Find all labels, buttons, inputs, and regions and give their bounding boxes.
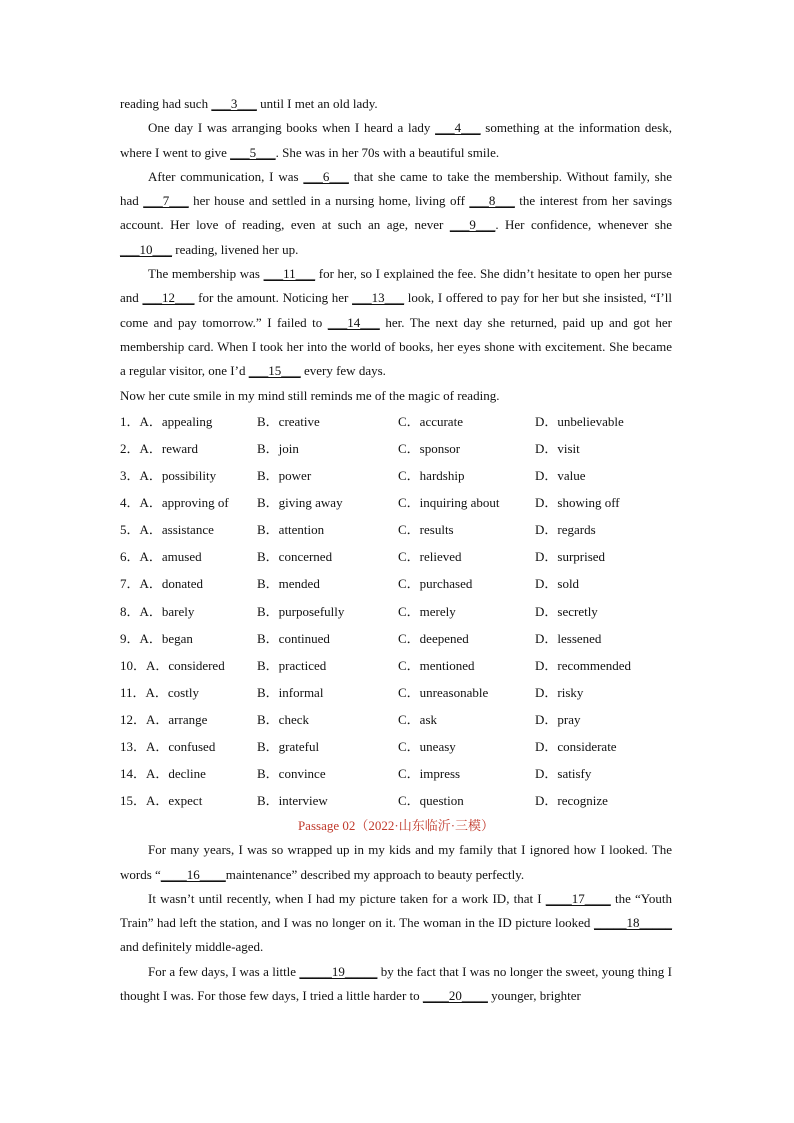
option-c: C．ask: [398, 711, 438, 727]
option-row: [120, 760, 672, 787]
option-a: 13．A．confused: [120, 738, 216, 754]
option-row: [120, 543, 672, 570]
option-c: C．unreasonable: [398, 684, 489, 700]
option-a: 14．A．decline: [120, 766, 206, 782]
answer-blank: ___4___: [435, 120, 481, 136]
option-row: [120, 625, 672, 652]
option-b: B．creative: [257, 413, 320, 429]
option-d: D．visit: [535, 440, 580, 456]
paragraph-text: by the fact that I was no longer the sweet, young thing I thought I was. For those few days, I tried a little harder to: [120, 963, 672, 1004]
option-b: B．grateful: [257, 738, 320, 754]
paragraph-text: One day I was arranging books when I heard a lady: [148, 120, 436, 136]
option-row: [120, 489, 672, 516]
option-b: B．informal: [257, 684, 324, 700]
option-d: D．pray: [535, 711, 581, 727]
option-b: B．mended: [257, 576, 320, 592]
answer-blank: ___5___: [230, 144, 276, 160]
option-b: B．concerned: [257, 549, 333, 565]
paragraph-text: younger, brighter: [487, 988, 581, 1004]
option-row: [120, 570, 672, 597]
option-c: C．mentioned: [398, 657, 475, 673]
answer-blank: ___10___: [120, 241, 172, 257]
option-b: B．continued: [257, 630, 330, 646]
option-row: [120, 408, 672, 435]
passage1-paragraph-3: [120, 262, 672, 383]
option-d: D．surprised: [535, 549, 606, 565]
answer-blank: ___9___: [449, 217, 496, 233]
paragraph-text: For many years, I was so wrapped up in my kids and my family that I ignored how I looked. The words “: [120, 842, 672, 882]
option-d: D．unbelievable: [535, 413, 624, 429]
option-c: C．accurate: [398, 413, 463, 429]
option-c: C．merely: [398, 603, 456, 619]
answer-blank: ____16____: [160, 866, 226, 882]
option-row: [120, 516, 672, 543]
document-page: [120, 92, 672, 1008]
option-c: C．inquiring about: [398, 495, 500, 511]
option-a: 8．A．barely: [120, 603, 195, 619]
option-d: D．satisfy: [535, 766, 592, 782]
answer-blank: ___14___: [327, 314, 380, 330]
option-d: D．sold: [535, 576, 580, 592]
option-c: C．relieved: [398, 549, 462, 565]
option-d: D．considerate: [535, 738, 617, 754]
option-d: D．risky: [535, 684, 584, 700]
option-a: 2．A．reward: [120, 440, 198, 456]
answer-blank: ___3___: [211, 96, 257, 111]
option-d: D．regards: [535, 522, 596, 538]
option-a: 15．A．expect: [120, 793, 203, 809]
option-a: 10．A．considered: [120, 657, 225, 673]
option-d: D．recognize: [535, 793, 608, 809]
option-c: C．impress: [398, 766, 461, 782]
option-c: C．deepened: [398, 630, 469, 646]
option-c: C．question: [398, 793, 464, 809]
paragraph-text: After communication, I was: [148, 168, 304, 184]
paragraph-text: her house and settled in a nursing home, living off: [188, 193, 470, 209]
option-b: B．join: [257, 440, 299, 456]
answer-blank: ____20____: [422, 988, 488, 1004]
option-a: 12．A．arrange: [120, 711, 208, 727]
option-b: B．practiced: [257, 657, 327, 673]
option-row: [120, 652, 672, 679]
option-a: 11．A．costly: [120, 684, 199, 700]
answer-options: [120, 408, 672, 814]
paragraph-text: look, I offered to pay for her but she insisted, “I’ll come and pay tomorrow.” I failed to: [120, 290, 672, 330]
passage1-paragraph-1: [120, 116, 672, 165]
option-d: D．value: [535, 468, 586, 484]
passage2-paragraph-2: [120, 887, 672, 960]
paragraph-text: until I met an old lady.: [256, 96, 378, 111]
answer-blank: ___13___: [352, 290, 405, 306]
option-b: B．check: [257, 711, 309, 727]
option-c: C．purchased: [398, 576, 473, 592]
option-b: B．purposefully: [257, 603, 345, 619]
option-a: 5．A．assistance: [120, 522, 214, 538]
paragraph-text: the interest from her savings account. Her love of reading, even at such an age, never: [120, 193, 673, 233]
paragraph-text: . She was in her 70s with a beautiful smile.: [275, 144, 500, 160]
option-row: [120, 733, 672, 760]
option-a: 7．A．donated: [120, 576, 204, 592]
option-row: [120, 462, 672, 489]
answer-blank: ____17____: [545, 890, 611, 906]
paragraph-text: the “Youth Train” had left the station, and I was no longer on it. The woman in the ID picture looked: [120, 890, 672, 931]
passage2-paragraph-3: [120, 960, 672, 1009]
passage2-paragraph-1: [120, 838, 672, 887]
paragraph-text: maintenance” described my approach to beauty perfectly.: [225, 866, 525, 882]
answer-blank: ___11___: [263, 266, 316, 282]
option-row: [120, 787, 672, 814]
option-a: 4．A．approving of: [120, 495, 229, 511]
option-a: 6．A．amused: [120, 549, 202, 565]
option-b: B．giving away: [257, 495, 343, 511]
paragraph-text: and definitely middle-aged.: [120, 939, 264, 955]
option-a: 3．A．possibility: [120, 468, 217, 484]
option-d: D．showing off: [535, 495, 620, 511]
passage1-paragraph-4: Now her cute smile in my mind still reminds me of the magic of reading.: [120, 387, 500, 403]
option-c: C．uneasy: [398, 738, 456, 754]
passage2-heading: Passage 02（2022·山东临沂·三模）: [297, 818, 495, 834]
paragraph-text: reading, livened her up.: [172, 241, 299, 257]
answer-blank: ___12___: [142, 290, 195, 306]
option-row: [120, 598, 672, 625]
answer-blank: ___8___: [469, 193, 515, 209]
answer-blank: ___6___: [303, 168, 349, 184]
option-d: D．lessened: [535, 630, 602, 646]
option-c: C．sponsor: [398, 440, 461, 456]
paragraph-text: The membership was: [148, 266, 264, 282]
option-row: [120, 435, 672, 462]
answer-blank: ___7___: [143, 193, 189, 209]
paragraph-text: something at the information desk, where I went to give: [120, 120, 672, 160]
option-b: B．interview: [257, 793, 328, 809]
passage1-paragraph-0: [120, 92, 672, 116]
answer-blank: _____19_____: [299, 963, 378, 979]
option-a: 9．A．began: [120, 630, 193, 646]
paragraph-text: for the amount. Noticing her: [194, 290, 353, 306]
option-b: B．attention: [257, 522, 325, 538]
option-b: B．convince: [257, 766, 326, 782]
option-d: D．recommended: [535, 657, 632, 673]
paragraph-text: reading had such: [120, 96, 212, 111]
paragraph-text: It wasn’t until recently, when I had my picture taken for a work ID, that I: [148, 890, 546, 906]
option-c: C．hardship: [398, 468, 465, 484]
paragraph-text: for her, so I explained the fee. She didn’t hesitate to open her purse and: [120, 266, 672, 306]
option-c: C．results: [398, 522, 454, 538]
paragraph-text: that she came to take the membership. Without family, she had: [120, 168, 672, 209]
answer-blank: ___15___: [248, 363, 301, 379]
paragraph-text: her. The next day she returned, paid up and got her membership card. When I took her into the world of books, her eyes shone with excitement. She became a regular visitor, one I’d: [120, 314, 672, 379]
passage1-paragraph-2: [120, 165, 672, 262]
paragraph-text: For a few days, I was a little: [148, 963, 300, 979]
answer-blank: _____18_____: [594, 915, 672, 931]
option-a: 1．A．appealing: [120, 413, 213, 429]
option-row: [120, 706, 672, 733]
option-d: D．secretly: [535, 603, 598, 619]
option-row: [120, 679, 672, 706]
paragraph-text: . Her confidence, whenever she: [495, 217, 673, 233]
option-b: B．power: [257, 468, 312, 484]
paragraph-text: every few days.: [300, 363, 386, 379]
